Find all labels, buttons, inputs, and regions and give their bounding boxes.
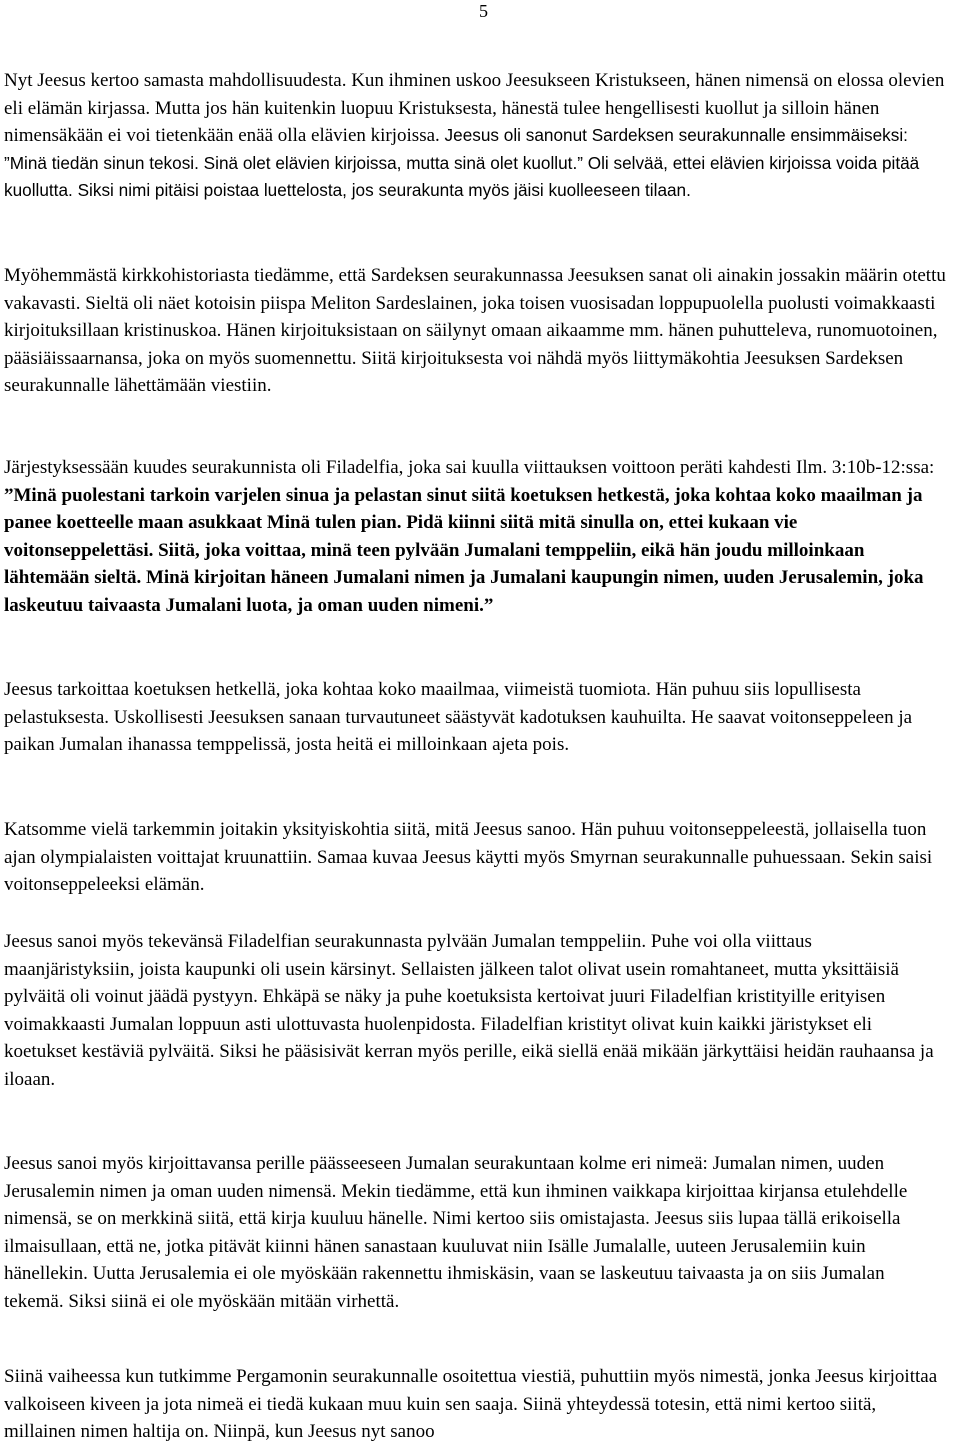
paragraph-1-sans-text: Jeesus oli sanonut Sardeksen seurakunnalle ensimmäiseksi: ”Minä tiedän sinun tekosi. Sinä olet elävien kirjoissa, mutta sinä olet kuollut.” Oli selvää, ettei elävien kirjoissa voida pitää kuollutta. Siksi nimi pitäisi poistaa luettelosta, jos seurakunta myös jäisi kuolleeseen tilaan.: [4, 125, 920, 201]
paragraph-1: [4, 67, 946, 205]
paragraph-3: [4, 454, 946, 620]
paragraph-7: Jeesus sanoi myös kirjoittavansa perille päässeeseen Jumalan seurakuntaan kolme eri nimeä: Jumalan nimen, uuden Jerusalemin nimen ja oman uuden nimensä. Mekin tiedämme, että kun ihminen vaikkapa kirjoittaa kirjansa etulehdelle nimensä, se on merkkinä siitä, että kirja kuuluu hänelle. Nimi kertoo siis omistajasta. Jeesus siis lupaa tällä erikoisella ilmaisullaan, että ne, jotka pitävät kiinni hänen sanastaan kuuluvat niin Isälle Jumalalle, uuteen Jerusalemiin kuin hänellekin. Uutta Jerusalemia ei ole myöskään rakennettu ihmiskäsin, vaan se laskeutuu taivaasta ja on siis Jumalan tekemä. Siksi siinä ei ole myöskään mitään virhettä.: [4, 1153, 908, 1312]
paragraph-2: Myöhemmästä kirkkohistoriasta tiedämme, että Sardeksen seurakunnassa Jeesuksen sanat oli ainakin jossakin määrin otettu vakavasti. Sieltä oli näet kotoisin piispa Meliton Sardeslainen, joka toisen vuosisadan loppupuolella puolusti voimakkaasti kirjoituksillaan kristinuskoa. Hänen kirjoituksistaan on säilynyt omaan aikaamme mm. hänen puhutteleva, runomuotoinen, pääsiäissaarnansa, joka on myös suomennettu. Siitä kirjoituksesta voi nähdä myös liittymäkohtia Jeesuksen Sardeksen seurakunnalle lähettämään viestiin.: [4, 265, 946, 397]
paragraph-5: Katsomme vielä tarkemmin joitakin yksityiskohtia siitä, mitä Jeesus sanoo. Hän puhuu voitonseppeleestä, jollaisella tuon ajan olympialaisten voittajat kruunattiin. Samaa kuvaa Jeesus käytti myös Smyrnan seurakunnalle puhuessaan. Sekin saisi voitonseppeleeksi elämän.: [4, 819, 933, 896]
paragraph-8: Siinä vaiheessa kun tutkimme Pergamonin seurakunnalle osoitettua viestiä, puhuttiin myös nimestä, jonka Jeesus kirjoittaa valkoiseen kiveen ja jota nimeä ei tiedä kukaan muu kuin sen saaja. Siinä yhteydessä totesin, että nimi kertoo siitä, millainen nimen haltija on. Niinpä, kun Jeesus nyt sanoo: [4, 1366, 938, 1443]
paragraph-6: Jeesus sanoi myös tekevänsä Filadelfian seurakunnasta pylvään Jumalan temppeliin. Puhe voi olla viittaus maanjäristyksiin, joista kaupunki oli usein kärsinyt. Sellaisten jälkeen talot olivat usein romahtaneet, mutta yksittäisiä pylväitä oli voinut jäädä pystyyn. Ehkäpä se näky ja puhe koetuksista kertoivat juuri Filadelfian kristityille erityisen voimakkaasti Jumalan loppuun asti ulottuvasta huolenpidosta. Filadelfian kristityt olivat kuin kaikki järistykset eli koetukset kestäviä pylväitä. Siksi he pääsisivät kerran myös perille, eikä siellä enää mikään järkyttäisi heidän rauhaansa ja iloaan.: [4, 931, 934, 1090]
paragraph-3-bible-quote: ”Minä puolestani tarkoin varjelen sinua ja pelastan sinut siitä koetuksen hetkestä, joka kohtaa koko maailman ja panee koetteelle maan asukkaat Minä tulen pian. Pidä kiinni siitä mitä sinulla on, ettei kukaan vie voitonseppelettäsi. Siitä, joka voittaa, minä teen pylvään Jumalani temppeliin, eikä hän joudu milloinkaan lähtemään sieltä. Minä kirjoitan häneen Jumalani nimen ja Jumalani kaupungin nimen, uuden Jerusalemin, joka laskeutuu taivaasta Jumalani luota, ja oman uuden nimeni.”: [4, 484, 924, 616]
page-number: 5: [479, 1, 488, 21]
paragraph-4: Jeesus tarkoittaa koetuksen hetkellä, joka kohtaa koko maailmaa, viimeistä tuomiota. Hän puhuu siis lopullisesta pelastuksesta. Uskollisesti Jeesuksen sanaan turvautuneet säästyvät kadotuksen kauhuilta. He saavat voitonseppeleen ja paikan Jumalan ihanassa temppelissä, josta heitä ei milloinkaan ajeta pois.: [4, 679, 913, 756]
paragraph-1-text: Nyt Jeesus kertoo samasta mahdollisuudesta. Kun ihminen uskoo Jeesukseen Kristukseen, hänen nimensä on elossa olevien eli elämän kirjassa. Mutta jos hän kuitenkin luopuu Kristuksesta, hänestä tulee hengellisesti kuollut ja silloin hänen nimensäkään ei voi tietenkään enää olla elävien kirjoissa.: [4, 70, 945, 147]
paragraph-3-intro: Järjestyksessään kuudes seurakunnista oli Filadelfia, joka sai kuulla viittauksen voittoon peräti kahdesti Ilm. 3:10b-12:ssa:: [4, 457, 935, 478]
